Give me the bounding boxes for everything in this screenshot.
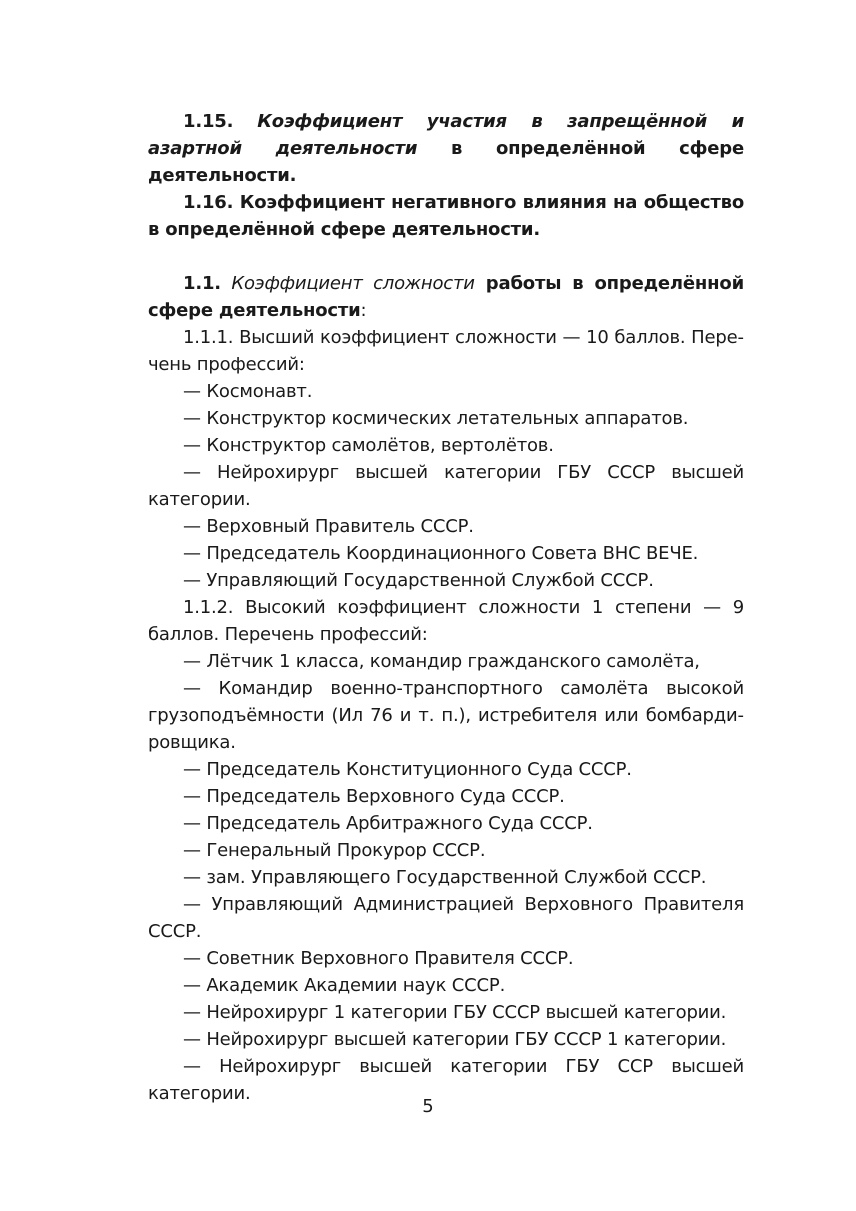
list-item: — Конструктор самолётов, вертолётов. — [183, 435, 554, 456]
paragraph-1-1 — [148, 270, 744, 324]
page-body — [148, 108, 744, 1107]
page-number: 5 — [422, 1096, 434, 1117]
paragraph-number: 1.16. — [183, 192, 234, 213]
list-item: — Советник Верховного Правителя СССР. — [183, 948, 574, 969]
list-item: — Верховный Правитель СССР. — [183, 516, 474, 537]
paragraph-text: работы в определённой сфере деятельности — [148, 273, 744, 321]
paragraph-number: 1.1. — [183, 273, 221, 294]
paragraph-number: 1.15. — [183, 111, 234, 132]
paragraph-colon: : — [360, 300, 367, 321]
list-item: — Управляющий Государственной Службой СССР. — [183, 570, 654, 591]
list-item: — Председатель Координационного Совета ВНС ВЕЧЕ. — [183, 543, 699, 564]
paragraph-1-16 — [148, 189, 744, 243]
paragraph-1-1-1: 1.1.1. Высший коэффициент сложности — 10 баллов. Перечень профессий: — [148, 327, 744, 375]
list-item: — Лётчик 1 класса, командир гражданского самолёта, — [183, 651, 700, 672]
list-item: — Нейрохирург 1 категории ГБУ СССР высшей категории. — [183, 1002, 727, 1023]
italic-term: Коэффициент участия в запрещённой и азартной деятельности — [148, 111, 744, 159]
list-item: — Нейрохирург высшей категории ГБУ ССР высшей категории. — [148, 1056, 744, 1104]
list-item: — Управляющий Администрацией Верховного Правителя СССР. — [148, 894, 744, 942]
list-item: — Космонавт. — [183, 381, 313, 402]
spacer — [148, 243, 744, 270]
paragraph-1-1-2: 1.1.2. Высокий коэффициент сложности 1 степени — 9 баллов. Перечень профессий: — [148, 597, 744, 645]
list-item: — Генеральный Прокурор СССР. — [183, 840, 486, 861]
list-item: — Нейрохирург высшей категории ГБУ СССР высшей категории. — [148, 462, 744, 510]
list-item: — Академик Академии наук СССР. — [183, 975, 506, 996]
italic-term: Коэффициент сложности — [231, 273, 475, 294]
list-item: — Нейрохирург высшей категории ГБУ СССР 1 категории. — [183, 1029, 727, 1050]
list-item: — Конструктор космических летательных аппаратов. — [183, 408, 689, 429]
list-item: — зам. Управляющего Государственной Службой СССР. — [183, 867, 707, 888]
list-item: — Командир военно-транспортного самолёта высокой грузоподъёмности (Ил 76 и т. п.), истребителя или бомбардировщика. — [148, 678, 744, 753]
list-item: — Председатель Конституционного Суда СССР. — [183, 759, 632, 780]
paragraph-text: Коэффициент негативного влияния на общество в определённой сфере деятельности. — [148, 192, 744, 240]
list-item: — Председатель Арбитражного Суда СССР. — [183, 813, 593, 834]
paragraph-text: в определённой сфере деятельности. — [148, 138, 744, 186]
list-item: — Председатель Верховного Суда СССР. — [183, 786, 565, 807]
paragraph-1-15 — [148, 108, 744, 189]
